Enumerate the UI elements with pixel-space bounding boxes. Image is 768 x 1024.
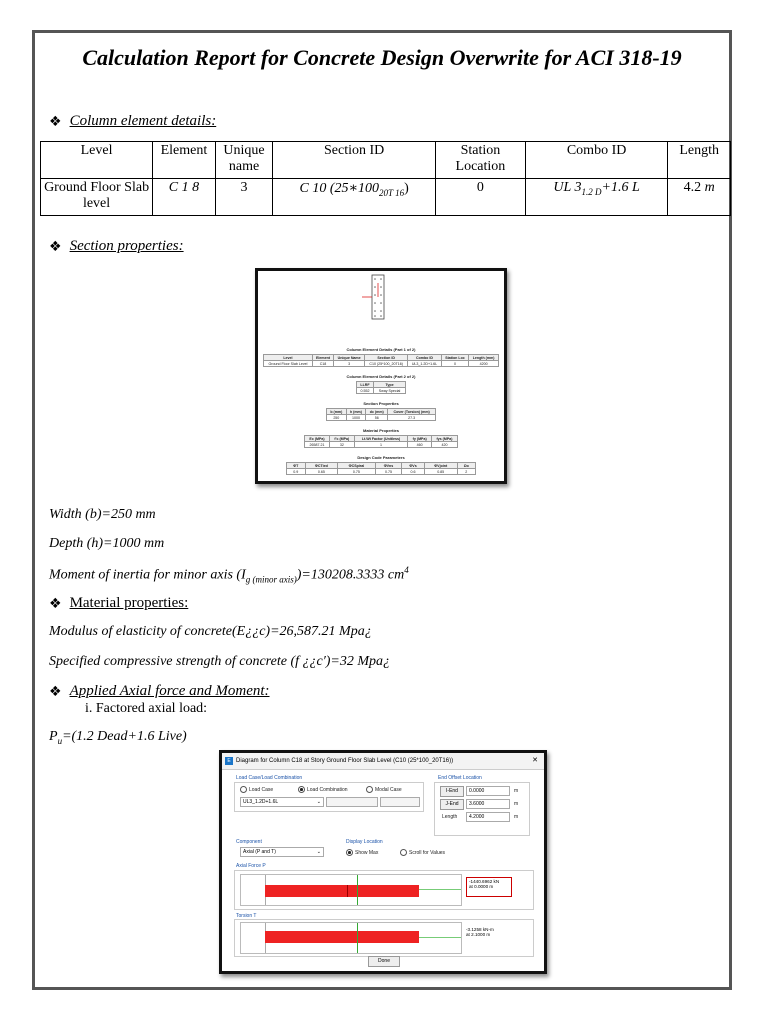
- mini-table-part2: LLRF Type 0.552 Sway Special: [356, 381, 406, 394]
- section-properties-screenshot: Column Element Details (Part 1 of 2) Level Element Unique Name Section ID Combo ID Station Loc Length (mm) Ground Floor Slab Level C18 3 C10 (25*100_20T16) UL3_1.2D+1.6L 0 4200 Column Element Details (Part 2 of 2) LLRF Type 0.552 Sway Special Section Properties b (mm) h (mm) dc (mm) Cover (Torsion) (mm) 250 1000 56 27.3 Material Properties Ec (MPa) f'c (MPa) Lt.Wt Factor (Unitless) fy (MPa) fys (MPa) 26587.21 32 1 460 420 Design Code Parameters ΦT ΦCTied ΦCSpiral ΦVns ΦVs ΦVjoint Ωo 0.9 0.65 0.75 0.75 0.6 0.85 2: [255, 268, 507, 484]
- th-unique: Unique name: [215, 142, 273, 179]
- diamond-bullet-icon: ❖: [49, 595, 62, 612]
- mini-table-design-code: ΦT ΦCTied ΦCSpiral ΦVns ΦVs ΦVjoint Ωo 0.9 0.65 0.75 0.75 0.6 0.85 2: [286, 462, 476, 475]
- component-select[interactable]: Axial (P and T) ⌄: [240, 847, 324, 857]
- report-page: [32, 30, 732, 990]
- j-end-button[interactable]: J-End: [440, 799, 464, 810]
- radio-scroll-values[interactable]: Scroll for Values: [400, 849, 445, 856]
- section-heading-axial: ❖ Applied Axial force and Moment:: [49, 683, 270, 700]
- mini-table-part1: Level Element Unique Name Section ID Combo ID Station Loc Length (mm) Ground Floor Slab Level C18 3 C10 (25*100_20T16) UL3_1.2D+1.6L 0 4200: [263, 354, 499, 367]
- app-icon: E: [225, 757, 233, 765]
- modulus-line: Modulus of elasticity of concrete(E¿¿c)=26,587.21 Mpa¿: [49, 624, 372, 639]
- diamond-bullet-icon: ❖: [49, 113, 62, 130]
- th-section: Section ID: [273, 142, 436, 179]
- section-heading-column-details: ❖ Column element details:: [49, 113, 217, 130]
- cell-combo: UL $3_{1.2 D}+1.6$ L: [525, 179, 667, 216]
- axial-force-plot: [240, 874, 462, 906]
- combo-select[interactable]: UL3_1.2D+1.6L ⌄: [240, 797, 324, 807]
- radio-load-combination[interactable]: Load Combination: [298, 786, 348, 793]
- section-heading-material: ❖ Material properties:: [49, 595, 189, 612]
- close-icon[interactable]: ✕: [532, 757, 538, 764]
- diamond-bullet-icon: ❖: [49, 238, 62, 255]
- mini-table-material: Ec (MPa) f'c (MPa) Lt.Wt Factor (Unitless) fy (MPa) fys (MPa) 26587.21 32 1 460 420: [304, 435, 458, 448]
- cell-element: C 1 8: [153, 179, 216, 216]
- secondary-select[interactable]: [326, 797, 378, 807]
- cell-station: 0: [435, 179, 525, 216]
- cell-unique: 3: [215, 179, 273, 216]
- radio-load-case[interactable]: Load Case: [240, 786, 273, 793]
- cell-length: 4.2 m: [668, 179, 731, 216]
- inertia-line: Moment of inertia for minor axis $(I_{g (minor axis)})=130208.3333$ $cm^4$: [49, 565, 409, 585]
- factored-load-label: i. Factored axial load:: [85, 701, 208, 716]
- cell-level: Ground Floor Slab level: [41, 179, 153, 216]
- table-row: [41, 179, 731, 216]
- diamond-bullet-icon: ❖: [49, 683, 62, 700]
- radio-show-max[interactable]: Show Max: [346, 849, 378, 856]
- length-field[interactable]: 4.2000: [466, 812, 510, 822]
- table-header-row: [41, 142, 731, 179]
- i-end-button[interactable]: I-End: [440, 786, 464, 797]
- diagram-dialog-screenshot: E Diagram for Column C18 at Story Ground Floor Slab Level (C10 (25*100_20T16)) ✕ Load Case/Load Combination Load Case Load Combination Modal Case UL3_1.2D+1.6L ⌄ End Offset Location I-End 0.0000 m J-End 3.6000 m Length 4.2000 m Component Axial (P and T) ⌄ Display Location Show Max Scroll for Values Axial Force P -1440.6962 kN at 0.0000 m Torsion T -3.1258 kN-m at 2.1000 m Done: [219, 750, 547, 974]
- done-button[interactable]: Done: [368, 956, 400, 967]
- tertiary-field[interactable]: [380, 797, 420, 807]
- th-station: Station Location: [435, 142, 525, 179]
- th-combo: Combo ID: [525, 142, 667, 179]
- j-end-field[interactable]: 3.6000: [466, 799, 510, 809]
- torsion-plot: [240, 922, 462, 954]
- th-level: Level: [41, 142, 153, 179]
- axial-force-bar: [265, 885, 419, 897]
- radio-modal-case[interactable]: Modal Case: [366, 786, 402, 793]
- pu-line: $P_u=(1.2$ Dead+1.6 Live): [49, 729, 187, 746]
- fc-line: Specified compressive strength of concrete (f ¿¿c′)=32 Mpa¿: [49, 654, 391, 669]
- th-length: Length: [668, 142, 731, 179]
- chevron-down-icon: ⌄: [316, 849, 321, 855]
- th-element: Element: [153, 142, 216, 179]
- axial-force-value-box: -1440.6962 kN at 0.0000 m: [466, 877, 512, 897]
- dialog-titlebar: E Diagram for Column C18 at Story Ground Floor Slab Level (C10 (25*100_20T16)) ✕: [222, 753, 544, 770]
- cell-section: C 10 $(25∗100_{20T 16})$: [273, 179, 436, 216]
- depth-line: Depth (h)=1000 mm: [49, 536, 165, 551]
- torsion-bar: [265, 931, 419, 943]
- i-end-field[interactable]: 0.0000: [466, 786, 510, 796]
- column-details-table: [40, 141, 731, 216]
- column-section-sketch: [358, 273, 398, 323]
- torsion-value: -3.1258 kN-m at 2.1000 m: [466, 927, 494, 937]
- mini-table-section: b (mm) h (mm) dc (mm) Cover (Torsion) (mm) 250 1000 56 27.3: [326, 408, 436, 421]
- section-heading-section-properties: ❖ Section properties:: [49, 238, 184, 255]
- width-line: Width (b)=250 mm: [49, 507, 156, 522]
- chevron-down-icon: ⌄: [316, 799, 321, 805]
- page-title: Calculation Report for Concrete Design Overwrite for ACI 318-19: [82, 45, 682, 70]
